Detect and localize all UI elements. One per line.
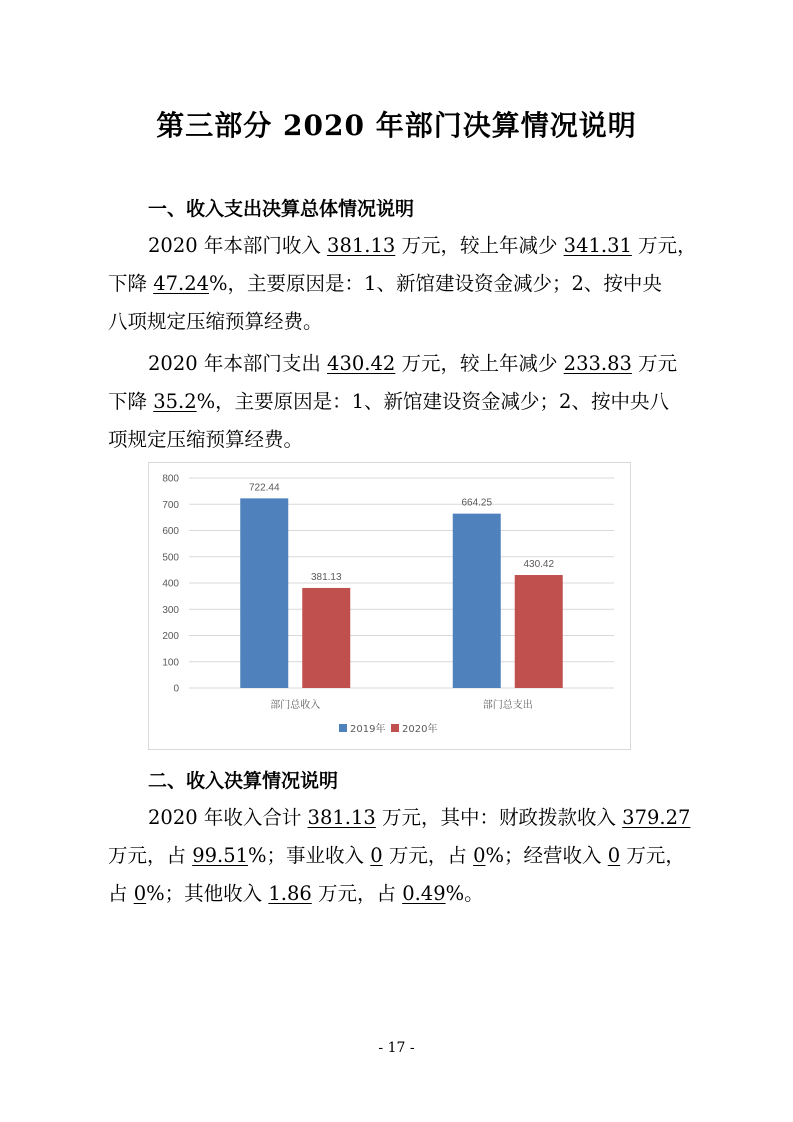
underlined-value: 0 [370,844,383,867]
paragraph-line: 占 0%；其他收入 1.86 万元，占 0.49%。 [108,882,484,905]
underlined-value: 379.27 [622,806,691,829]
section2-heading: 二、收入决算情况说明 [148,770,339,792]
underlined-value: 0.49 [402,882,446,905]
section1-heading: 一、收入支出决算总体情况说明 [148,198,415,220]
underlined-value: 0 [133,882,147,905]
bar-chart [148,462,631,750]
paragraph-line: 八项规定压缩预算经费。 [108,310,323,333]
section1-paragraph2 [108,345,698,459]
category-label: 部门总支出 [482,700,533,711]
category-label: 部门总收入 [270,700,321,711]
y-tick-label: 600 [162,526,179,537]
paragraph-line: 项规定压缩预算经费。 [108,428,304,451]
y-tick-label: 700 [162,499,179,511]
underlined-value: 47.24 [153,272,210,295]
y-tick-label: 500 [162,552,179,564]
underlined-value: 341.31 [563,234,632,257]
underlined-value: 430.42 [327,352,396,375]
bar-series1 [240,498,288,688]
underlined-value: 381.13 [307,806,376,829]
underlined-value: 99.51 [192,844,249,867]
y-tick-label: 400 [162,578,179,590]
paragraph-line: 2020 年本部门收入 381.13 万元，较上年减少 341.31 万元， [148,234,697,257]
underlined-value: 1.86 [268,882,312,905]
data-label: 430.42 [523,559,555,571]
bar-series2 [515,575,563,688]
underlined-value: 0 [607,844,621,867]
underlined-value: 381.13 [327,234,396,257]
y-tick-label: 800 [162,473,179,485]
underlined-value: 35.2 [153,390,197,413]
page-title: 第三部分 2020 年部门决算情况说明 [156,109,637,142]
bar-series1 [453,514,501,688]
data-label: 722.44 [248,482,280,494]
underlined-value: 0 [473,844,486,867]
page-number: - 17 - [378,1040,415,1056]
y-tick-label: 300 [162,604,179,616]
data-label: 381.13 [310,571,342,583]
paragraph-line: 万元，占 99.51%；事业收入 0 万元，占 0%；经营收入 0 万元， [108,844,685,867]
paragraph-line: 下降 35.2%，主要原因是：1、新馆建设资金减少；2、按中央八 [108,390,669,413]
y-tick-label: 0 [173,683,179,695]
data-label: 664.25 [461,497,493,509]
y-tick-label: 100 [162,657,179,669]
legend-swatch [391,724,399,732]
section1-paragraph1 [108,227,698,341]
paragraph-line: 2020 年本部门支出 430.42 万元，较上年减少 233.83 万元 [148,352,678,375]
legend-swatch [339,724,347,732]
paragraph-line: 2020 年收入合计 381.13 万元，其中：财政拨款收入 379.27 [148,806,691,829]
underlined-value: 233.83 [563,352,632,375]
legend-label: 2019年 [350,724,386,735]
bar-series2 [302,588,350,688]
section2-paragraph1 [108,799,698,913]
legend-label: 2020年 [402,724,438,735]
y-tick-label: 200 [162,631,179,642]
paragraph-line: 下降 47.24%，主要原因是：1、新馆建设资金减少；2、按中央 [108,272,662,295]
chart-canvas [149,463,630,749]
